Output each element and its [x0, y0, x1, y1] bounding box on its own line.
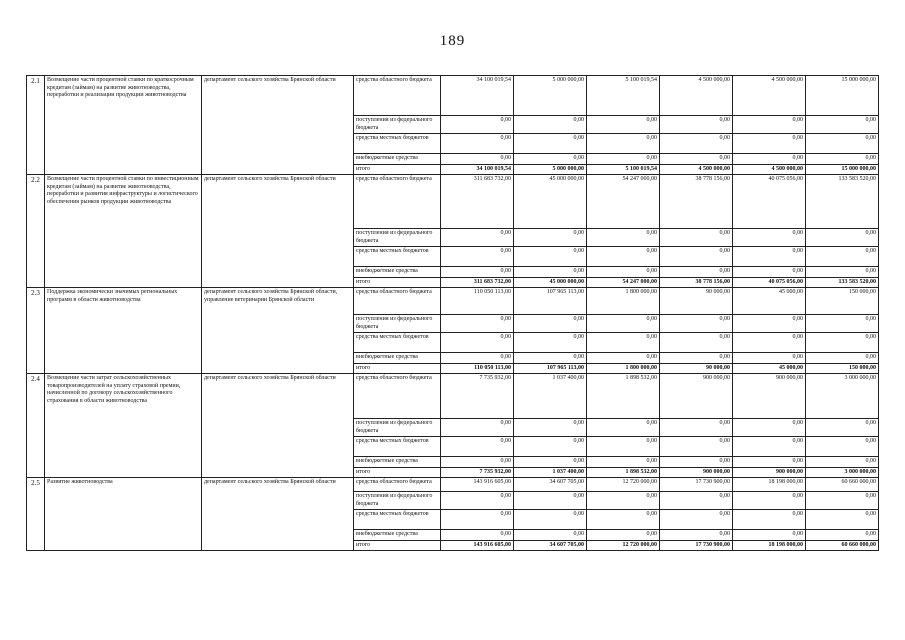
amount-cell: 60 660 000,00 [806, 540, 879, 551]
table-row [27, 76, 879, 116]
amount-cell: 0,00 [441, 116, 514, 134]
amount-cell: 0,00 [441, 530, 514, 541]
measure-name: Поддержка экономически значимых региональных программ в области животноводства [45, 288, 202, 374]
amount-cell: 0,00 [441, 457, 514, 468]
amount-cell: 0,00 [660, 154, 733, 165]
funding-source: итого [354, 363, 441, 374]
amount-cell: 110 050 113,00 [441, 288, 514, 315]
section-number: 2.1 [27, 76, 45, 175]
amount-cell: 0,00 [660, 510, 733, 530]
table-row [27, 288, 879, 315]
amount-cell: 1 898 532,00 [587, 467, 660, 478]
amount-cell: 0,00 [733, 247, 806, 267]
amount-cell: 0,00 [514, 315, 587, 333]
table-row [27, 374, 879, 419]
amount-cell: 0,00 [514, 229, 587, 247]
funding-source: средства местных бюджетов [354, 510, 441, 530]
amount-cell: 12 720 000,00 [587, 540, 660, 551]
amount-cell: 0,00 [806, 353, 879, 364]
amount-cell: 0,00 [514, 457, 587, 468]
amount-cell: 0,00 [514, 419, 587, 437]
amount-cell: 3 000 000,00 [806, 374, 879, 419]
funding-source: средства областного бюджета [354, 374, 441, 419]
amount-cell: 18 198 000,00 [733, 478, 806, 492]
amount-cell: 34 100 019,54 [441, 76, 514, 116]
amount-cell: 0,00 [514, 154, 587, 165]
amount-cell: 0,00 [806, 267, 879, 278]
amount-cell: 0,00 [514, 530, 587, 541]
amount-cell: 900 000,00 [660, 374, 733, 419]
amount-cell: 15 000 000,00 [806, 76, 879, 116]
funding-source: внебюджетные средства [354, 530, 441, 541]
funding-source: итого [354, 164, 441, 175]
funding-source: поступления из федерального бюджета [354, 116, 441, 134]
amount-cell: 34 607 705,00 [514, 478, 587, 492]
amount-cell: 0,00 [733, 437, 806, 457]
amount-cell: 110 050 113,00 [441, 363, 514, 374]
executor: департамент сельского хозяйства Брянской области, управление ветеринарии Брянской области [202, 288, 354, 374]
amount-cell: 0,00 [660, 419, 733, 437]
amount-cell: 34 607 705,00 [514, 540, 587, 551]
amount-cell: 143 916 605,00 [441, 478, 514, 492]
funding-source: средства областного бюджета [354, 76, 441, 116]
amount-cell: 0,00 [733, 510, 806, 530]
funding-source: средства местных бюджетов [354, 333, 441, 353]
amount-cell: 1 898 532,00 [587, 374, 660, 419]
amount-cell: 0,00 [514, 333, 587, 353]
executor: департамент сельского хозяйства Брянской области [202, 76, 354, 175]
amount-cell: 0,00 [660, 333, 733, 353]
amount-cell: 4 500 000,00 [660, 164, 733, 175]
funding-source: средства местных бюджетов [354, 437, 441, 457]
amount-cell: 0,00 [660, 267, 733, 278]
funding-source: поступления из федерального бюджета [354, 419, 441, 437]
amount-cell: 0,00 [660, 315, 733, 333]
amount-cell: 0,00 [441, 247, 514, 267]
amount-cell: 0,00 [514, 510, 587, 530]
amount-cell: 900 000,00 [733, 374, 806, 419]
section-number: 2.2 [27, 175, 45, 288]
table-row [27, 478, 879, 492]
amount-cell: 0,00 [587, 154, 660, 165]
amount-cell: 0,00 [660, 457, 733, 468]
amount-cell: 150 000,00 [806, 363, 879, 374]
amount-cell: 0,00 [806, 510, 879, 530]
amount-cell: 0,00 [733, 530, 806, 541]
amount-cell: 0,00 [806, 134, 879, 154]
amount-cell: 0,00 [587, 315, 660, 333]
amount-cell: 4 500 000,00 [733, 164, 806, 175]
amount-cell: 0,00 [514, 247, 587, 267]
amount-cell: 0,00 [733, 134, 806, 154]
amount-cell: 133 583 520,00 [806, 175, 879, 229]
measure-name: Развитие животноводства [45, 478, 202, 551]
funding-source: средства областного бюджета [354, 288, 441, 315]
amount-cell: 0,00 [441, 229, 514, 247]
funding-source: средства местных бюджетов [354, 134, 441, 154]
measure-name: Возмещение части процентной ставки по инвестиционным кредитам (займам) на развитие животноводства, переработки и развития инфраструктуры и логистического обеспечения рынков продукции животноводства [45, 175, 202, 288]
amount-cell: 45 000 000,00 [514, 175, 587, 229]
amount-cell: 0,00 [660, 437, 733, 457]
amount-cell: 0,00 [441, 333, 514, 353]
amount-cell: 60 660 000,00 [806, 478, 879, 492]
amount-cell: 0,00 [733, 315, 806, 333]
amount-cell: 18 198 000,00 [733, 540, 806, 551]
amount-cell: 54 247 000,00 [587, 277, 660, 288]
amount-cell: 0,00 [806, 457, 879, 468]
funding-source: внебюджетные средства [354, 457, 441, 468]
amount-cell: 15 000 000,00 [806, 164, 879, 175]
amount-cell: 0,00 [806, 116, 879, 134]
amount-cell: 0,00 [587, 510, 660, 530]
amount-cell: 0,00 [587, 116, 660, 134]
amount-cell: 45 000,00 [733, 363, 806, 374]
amount-cell: 107 965 113,00 [514, 288, 587, 315]
amount-cell: 0,00 [587, 229, 660, 247]
amount-cell: 38 778 156,00 [660, 175, 733, 229]
amount-cell: 17 730 900,00 [660, 478, 733, 492]
funding-source: итого [354, 467, 441, 478]
budget-table [26, 75, 879, 551]
amount-cell: 0,00 [733, 154, 806, 165]
amount-cell: 0,00 [441, 267, 514, 278]
amount-cell: 40 075 056,00 [733, 277, 806, 288]
amount-cell: 311 683 732,00 [441, 175, 514, 229]
amount-cell: 0,00 [587, 492, 660, 510]
amount-cell: 0,00 [441, 492, 514, 510]
amount-cell: 5 100 019,54 [587, 164, 660, 175]
amount-cell: 0,00 [587, 333, 660, 353]
amount-cell: 54 247 000,00 [587, 175, 660, 229]
amount-cell: 0,00 [660, 530, 733, 541]
amount-cell: 0,00 [806, 419, 879, 437]
funding-source: внебюджетные средства [354, 353, 441, 364]
amount-cell: 4 500 000,00 [733, 76, 806, 116]
amount-cell: 0,00 [660, 353, 733, 364]
amount-cell: 0,00 [806, 437, 879, 457]
amount-cell: 0,00 [587, 437, 660, 457]
amount-cell: 0,00 [806, 333, 879, 353]
amount-cell: 5 000 000,00 [514, 76, 587, 116]
executor: департамент сельского хозяйства Брянской области [202, 374, 354, 478]
amount-cell: 0,00 [660, 247, 733, 267]
amount-cell: 0,00 [441, 437, 514, 457]
amount-cell: 45 000,00 [733, 288, 806, 315]
amount-cell: 0,00 [514, 267, 587, 278]
amount-cell: 34 100 019,54 [441, 164, 514, 175]
amount-cell: 1 800 000,00 [587, 363, 660, 374]
amount-cell: 0,00 [660, 134, 733, 154]
amount-cell: 5 100 019,54 [587, 76, 660, 116]
amount-cell: 0,00 [806, 247, 879, 267]
section-number: 2.5 [27, 478, 45, 551]
executor: департамент сельского хозяйства Брянской области [202, 175, 354, 288]
amount-cell: 0,00 [806, 315, 879, 333]
section-number: 2.4 [27, 374, 45, 478]
amount-cell: 1 800 000,00 [587, 288, 660, 315]
amount-cell: 1 037 400,00 [514, 467, 587, 478]
amount-cell: 0,00 [806, 530, 879, 541]
amount-cell: 0,00 [733, 353, 806, 364]
amount-cell: 38 778 156,00 [660, 277, 733, 288]
executor: департамент сельского хозяйства Брянской области [202, 478, 354, 551]
amount-cell: 12 720 000,00 [587, 478, 660, 492]
amount-cell: 0,00 [733, 229, 806, 247]
amount-cell: 150 000,00 [806, 288, 879, 315]
amount-cell: 4 500 000,00 [660, 76, 733, 116]
amount-cell: 7 735 932,00 [441, 374, 514, 419]
amount-cell: 0,00 [733, 492, 806, 510]
amount-cell: 0,00 [514, 492, 587, 510]
page-number: 189 [439, 33, 466, 49]
amount-cell: 0,00 [806, 229, 879, 247]
amount-cell: 0,00 [733, 267, 806, 278]
amount-cell: 0,00 [587, 267, 660, 278]
amount-cell: 133 583 520,00 [806, 277, 879, 288]
funding-source: поступления из федерального бюджета [354, 315, 441, 333]
amount-cell: 17 730 900,00 [660, 540, 733, 551]
amount-cell: 311 683 732,00 [441, 277, 514, 288]
amount-cell: 90 000,00 [660, 363, 733, 374]
funding-source: внебюджетные средства [354, 267, 441, 278]
amount-cell: 0,00 [441, 510, 514, 530]
amount-cell: 0,00 [441, 419, 514, 437]
amount-cell: 0,00 [514, 437, 587, 457]
amount-cell: 0,00 [441, 353, 514, 364]
amount-cell: 45 000 000,00 [514, 277, 587, 288]
amount-cell: 0,00 [441, 315, 514, 333]
amount-cell: 0,00 [587, 353, 660, 364]
amount-cell: 3 000 000,00 [806, 467, 879, 478]
amount-cell: 0,00 [587, 419, 660, 437]
section-number: 2.3 [27, 288, 45, 374]
amount-cell: 0,00 [806, 154, 879, 165]
funding-source: итого [354, 277, 441, 288]
amount-cell: 1 037 400,00 [514, 374, 587, 419]
funding-source: средства местных бюджетов [354, 247, 441, 267]
amount-cell: 40 075 056,00 [733, 175, 806, 229]
measure-name: Возмещение части процентной ставки по краткосрочным кредитам (займам) на развитие животноводства, переработки и реализации продукции животноводства [45, 76, 202, 175]
amount-cell: 0,00 [660, 116, 733, 134]
amount-cell: 107 965 113,00 [514, 363, 587, 374]
amount-cell: 0,00 [733, 419, 806, 437]
funding-source: средства областного бюджета [354, 175, 441, 229]
amount-cell: 0,00 [587, 457, 660, 468]
amount-cell: 900 000,00 [733, 467, 806, 478]
amount-cell: 0,00 [441, 134, 514, 154]
amount-cell: 0,00 [514, 134, 587, 154]
amount-cell: 7 735 932,00 [441, 467, 514, 478]
funding-source: внебюджетные средства [354, 154, 441, 165]
amount-cell: 5 000 000,00 [514, 164, 587, 175]
funding-source: поступления из федерального бюджета [354, 492, 441, 510]
amount-cell: 0,00 [806, 492, 879, 510]
amount-cell: 0,00 [587, 247, 660, 267]
measure-name: Возмещение части затрат сельскохозяйственных товаропроизводителей на уплату страховой премии, начисленной по договору сельскохозяйственного страхования в области животноводства [45, 374, 202, 478]
amount-cell: 0,00 [733, 457, 806, 468]
amount-cell: 0,00 [733, 333, 806, 353]
amount-cell: 0,00 [441, 154, 514, 165]
amount-cell: 0,00 [733, 116, 806, 134]
table-row [27, 175, 879, 229]
amount-cell: 900 000,00 [660, 467, 733, 478]
amount-cell: 0,00 [587, 530, 660, 541]
funding-source: средства областного бюджета [354, 478, 441, 492]
amount-cell: 90 000,00 [660, 288, 733, 315]
amount-cell: 0,00 [660, 492, 733, 510]
amount-cell: 0,00 [514, 116, 587, 134]
amount-cell: 143 916 605,00 [441, 540, 514, 551]
amount-cell: 0,00 [660, 229, 733, 247]
funding-source: поступления из федерального бюджета [354, 229, 441, 247]
amount-cell: 0,00 [514, 353, 587, 364]
funding-source: итого [354, 540, 441, 551]
amount-cell: 0,00 [587, 134, 660, 154]
